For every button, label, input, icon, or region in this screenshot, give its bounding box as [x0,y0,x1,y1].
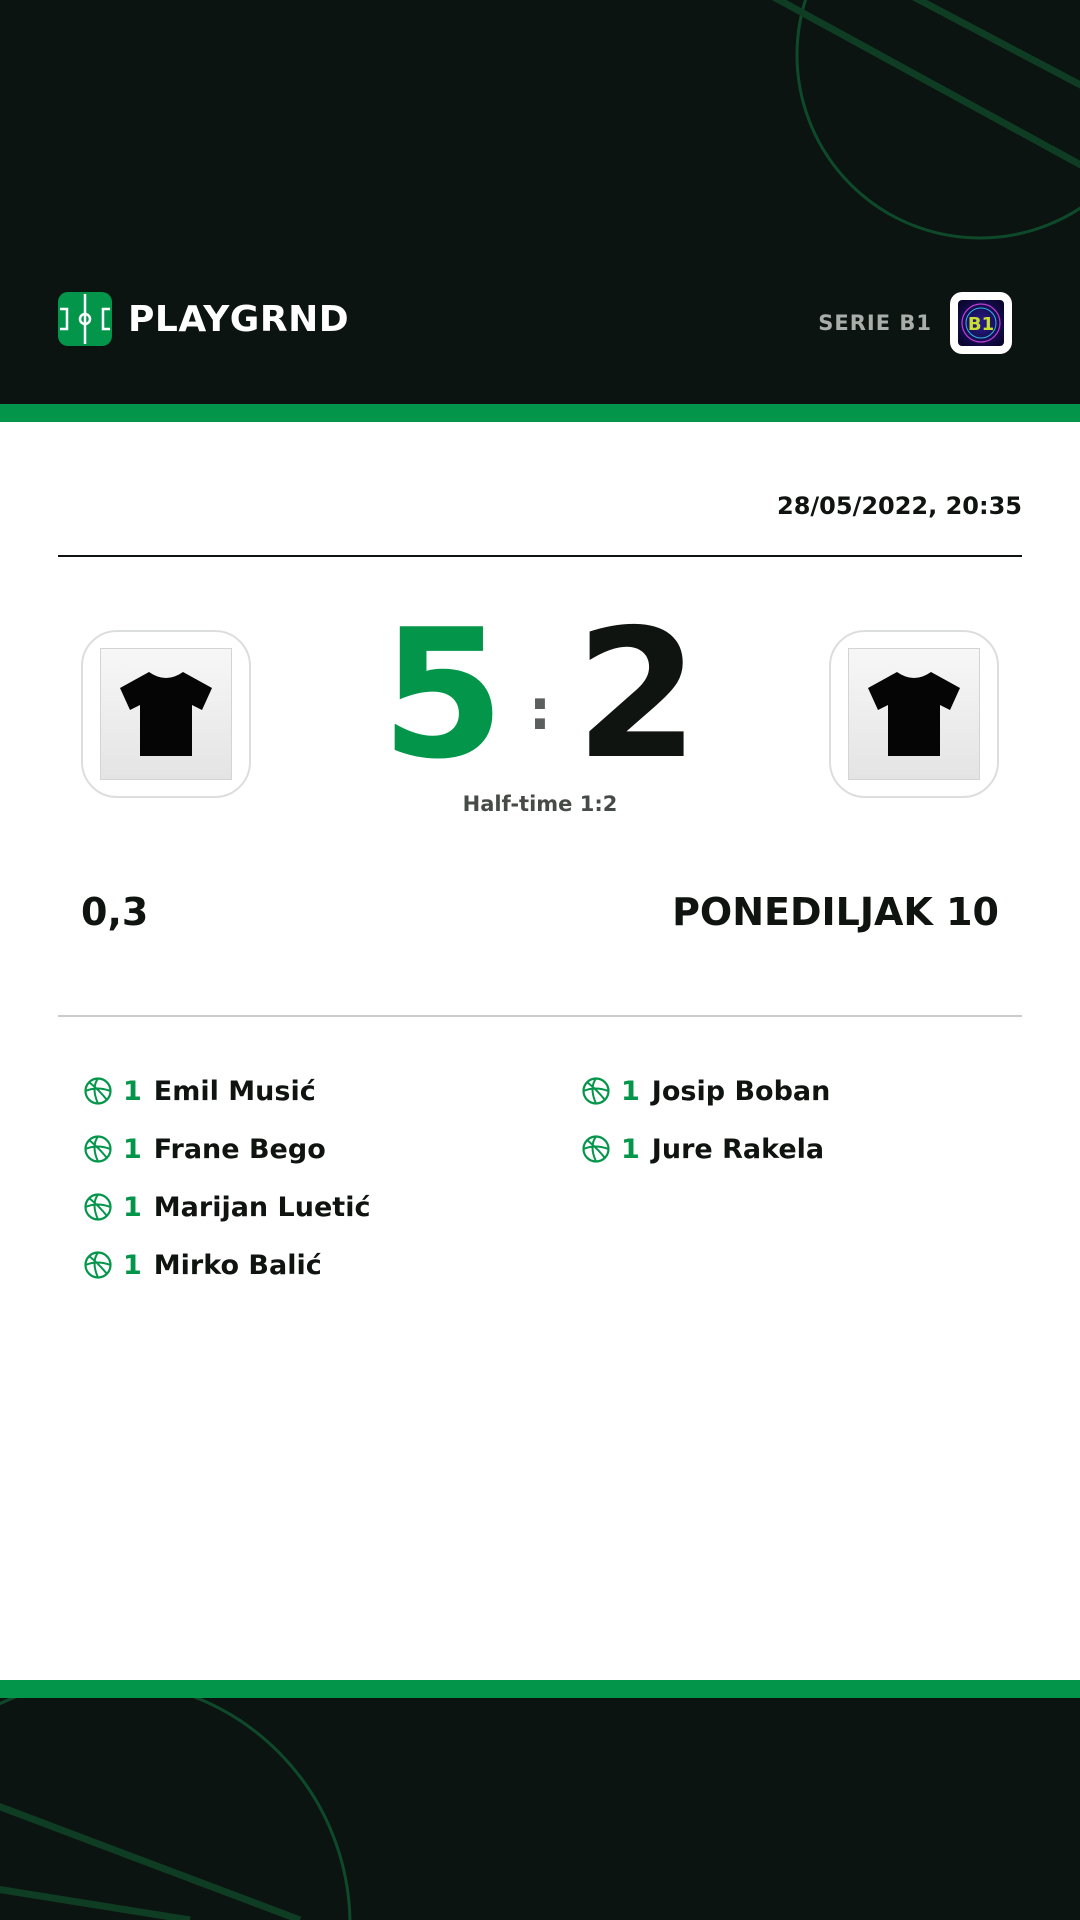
home-team-crest[interactable] [81,630,251,798]
scorer-item [581,1062,830,1120]
header-banner [0,0,1080,404]
pitch-icon [58,292,112,346]
league-badge [950,292,1012,354]
football-icon [83,1192,113,1222]
scoreboard [340,591,740,798]
league-badge-text: B1 [967,314,995,335]
brand-name: PLAYGRND [128,298,350,340]
goal-count: 1 [621,1133,640,1165]
home-team-name[interactable]: 0,3 [81,890,149,934]
player-name: Jure Rakela [651,1133,825,1165]
home-score: 5 [380,591,505,798]
scorer-item [83,1236,370,1294]
footer-accent-bar [0,1680,1080,1698]
league-name: SERIE B1 [818,311,932,335]
jersey-icon [100,648,232,780]
player-name: Frane Bego [153,1133,326,1165]
scorer-item [581,1120,830,1178]
football-icon [581,1134,611,1164]
scorer-item [83,1120,370,1178]
jersey-icon [848,648,980,780]
goal-count: 1 [621,1075,640,1107]
football-icon [83,1076,113,1106]
scorer-item [83,1062,370,1120]
away-score: 2 [575,591,700,798]
goal-count: 1 [123,1249,142,1281]
halftime-score: Half-time 1:2 [462,792,618,816]
goal-count: 1 [123,1191,142,1223]
brand[interactable] [58,292,349,346]
goal-count: 1 [123,1075,142,1107]
away-team-crest[interactable] [829,630,999,798]
score-separator: : [528,677,552,743]
pitch-lines-decoration [0,1698,1080,1920]
header-accent-bar [0,404,1080,422]
football-icon [83,1134,113,1164]
goal-count: 1 [123,1133,142,1165]
player-name: Emil Musić [153,1075,316,1107]
home-scorers-list [83,1062,370,1294]
divider [58,555,1022,557]
player-name: Marijan Luetić [153,1191,371,1223]
football-icon [581,1076,611,1106]
away-team-name[interactable]: PONEDILJAK 10 [672,890,999,934]
away-scorers-list [581,1062,830,1178]
footer-banner [0,1698,1080,1920]
player-name: Mirko Balić [153,1249,322,1281]
match-datetime: 28/05/2022, 20:35 [777,492,1022,520]
football-icon [83,1250,113,1280]
league-info[interactable] [818,292,1012,354]
player-name: Josip Boban [651,1075,831,1107]
scorer-item [83,1178,370,1236]
divider [58,1015,1022,1017]
